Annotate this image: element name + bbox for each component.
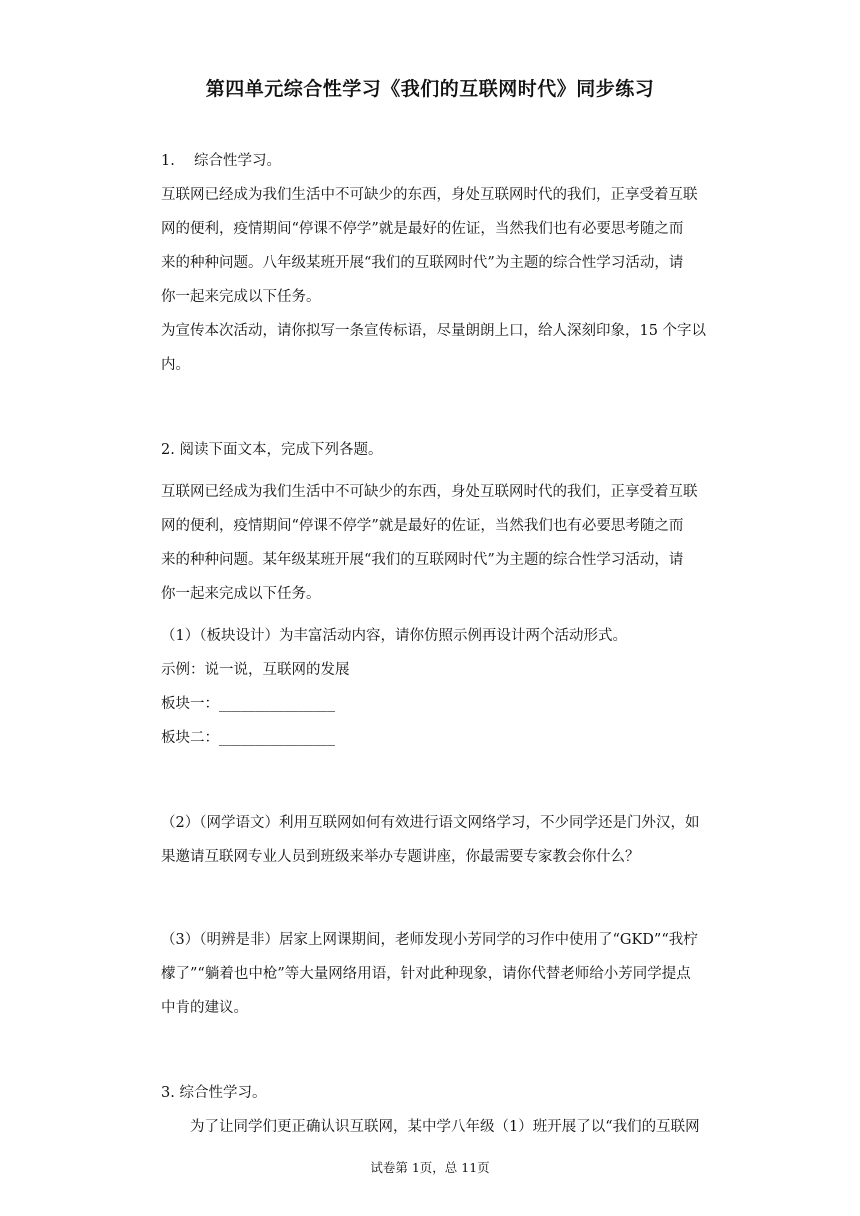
page-footer: 试卷第 1页，总 11页 (370, 1160, 490, 1175)
question-1-passage-line: 互联网已经成为我们生活中不可缺少的东西，身处互联网时代的我们，正享受着互联 (161, 187, 698, 203)
question-2-passage-line: 网的便利，疫情期间“停课不停学”就是最好的佐证，当然我们也有必要思考随之而 (161, 518, 684, 534)
question-1-task-line: 为宣传本次活动，请你拟写一条宣传标语，尽量朗朗上口，给人深刻印象，15 个字以 (161, 323, 707, 339)
question-3-heading: 3. 综合性学习。 (161, 1085, 267, 1101)
question-2-sub3-line: （3）（明辨是非）居家上网课期间，老师发现小芳同学的习作中使用了“GKD”“我柠 (161, 932, 698, 948)
question-2-sub1-block2: 板块二：________________ (161, 730, 335, 746)
question-1-task-line: 内。 (161, 357, 190, 373)
question-2-sub1-text: （1）（板块设计）为丰富活动内容，请你仿照示例再设计两个活动形式。 (161, 628, 627, 644)
question-1-passage-line: 来的种种问题。八年级某班开展“我们的互联网时代”为主题的综合性学习活动，请 (161, 255, 684, 271)
question-1-passage-line: 网的便利，疫情期间“停课不停学”就是最好的佐证，当然我们也有必要思考随之而 (161, 221, 684, 237)
question-2-sub1-example: 示例：说一说，互联网的发展 (161, 662, 350, 678)
question-2-heading: 2. 阅读下面文本，完成下列各题。 (161, 442, 383, 458)
question-2-passage-line: 互联网已经成为我们生活中不可缺少的东西，身处互联网时代的我们，正享受着互联 (161, 484, 698, 500)
question-2-passage-line: 你一起来完成以下任务。 (161, 586, 321, 602)
question-1-heading: 1. 综合性学习。 (161, 153, 281, 169)
question-2-sub2-line: （2）（网学语文）利用互联网如何有效进行语文网络学习，不少同学还是门外汉，如 (161, 815, 700, 831)
question-1-passage-line: 你一起来完成以下任务。 (161, 289, 321, 305)
question-2-passage-line: 来的种种问题。某年级某班开展“我们的互联网时代”为主题的综合性学习活动，请 (161, 552, 684, 568)
question-3-passage-line: 为了让同学们更正确认识互联网，某中学八年级（1）班开展了以“我们的互联网 (161, 1119, 700, 1135)
question-2-sub2-line: 果邀请互联网专业人员到班级来举办专题讲座，你最需要专家教会你什么？ (161, 849, 640, 865)
question-2-sub3-line: 中肯的建议。 (161, 1000, 248, 1016)
question-2-sub3-line: 檬了”“躺着也中枪”等大量网络用语，针对此种现象，请你代替老师给小芳同学提点 (161, 966, 691, 982)
page-title: 第四单元综合性学习《我们的互联网时代》同步练习 (205, 78, 655, 100)
question-2-sub1-block1: 板块一：________________ (161, 696, 335, 712)
